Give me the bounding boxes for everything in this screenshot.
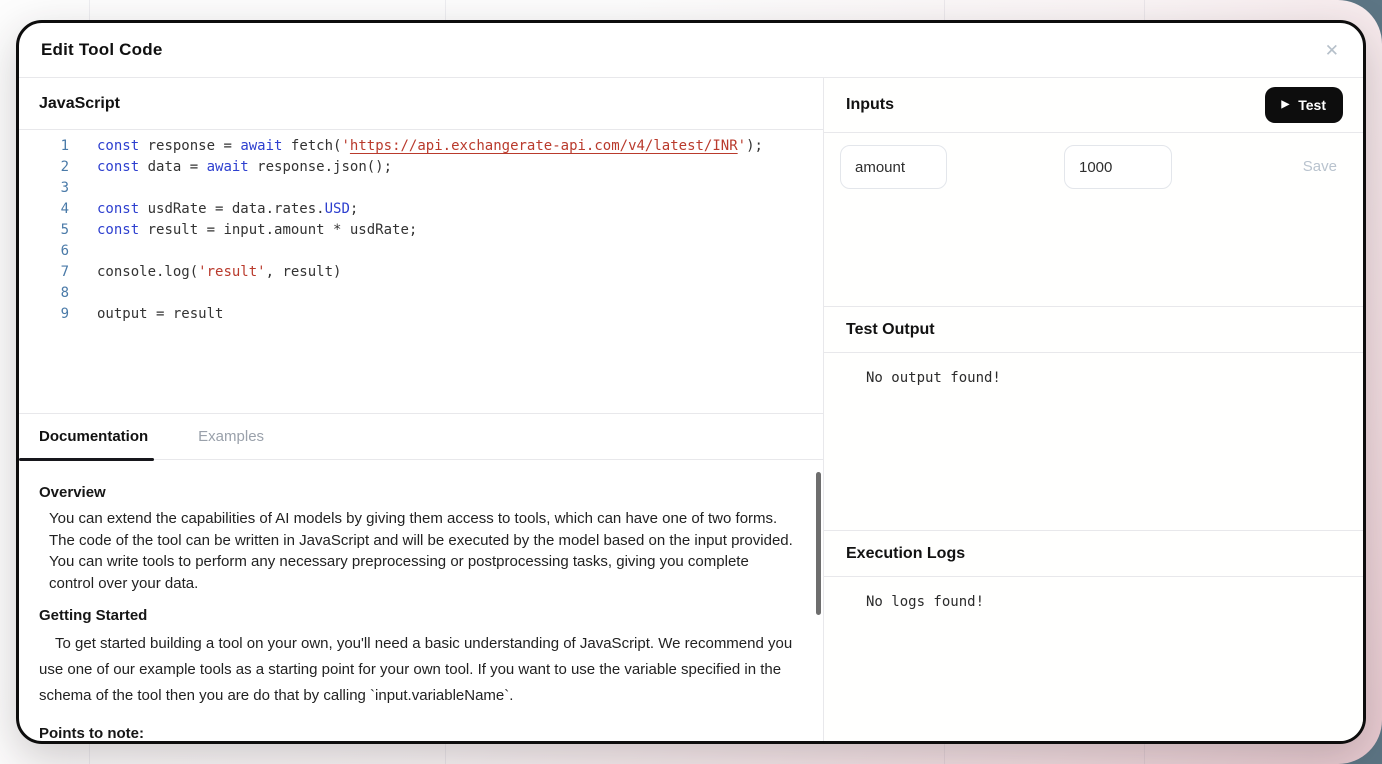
- code-line: [19, 283, 823, 304]
- execution-logs-header: [824, 531, 1363, 577]
- code-text: const usdRate = data.rates.USD;: [97, 201, 359, 217]
- code-text: const result = input.amount * usdRate;: [97, 222, 418, 238]
- language-header: [19, 78, 823, 130]
- edit-tool-code-modal: [16, 20, 1366, 744]
- docs-paragraph-overview: You can extend the capabilities of AI models by giving them access to tools, which can have one of two forms. The code of the tool can be written in JavaScript and will be executed by the model based on the input provided. You can write tools to perform any necessary preprocessing or postprocessing tasks, giving you complete control over your data.: [49, 510, 793, 592]
- docs-heading-overview: Overview: [39, 484, 106, 501]
- line-number: 2: [60, 159, 69, 175]
- docs-scrollbar-thumb[interactable]: [816, 472, 821, 615]
- docs-tabs: [19, 414, 823, 460]
- docs-heading-getting-started: Getting Started: [39, 607, 148, 624]
- modal-header: [19, 23, 1363, 78]
- tab-examples[interactable]: Examples: [198, 428, 265, 445]
- line-number: 8: [60, 285, 69, 301]
- code-line: [19, 178, 823, 199]
- play-icon: ▶: [1281, 99, 1290, 110]
- close-icon[interactable]: ✕: [1324, 40, 1339, 60]
- code-panel: [19, 78, 824, 741]
- execution-logs-area: [824, 577, 1363, 741]
- tab-documentation[interactable]: Documentation: [39, 428, 149, 445]
- line-number: 1: [60, 138, 69, 154]
- inputs-header: [824, 78, 1363, 133]
- test-output-header: [824, 307, 1363, 353]
- input-value-field[interactable]: [1064, 145, 1172, 189]
- line-number: 3: [60, 180, 69, 196]
- test-output-empty-message: No output found!: [866, 370, 1001, 386]
- modal-body: [19, 78, 1363, 741]
- input-name-field[interactable]: [840, 145, 947, 189]
- test-button[interactable]: [1265, 87, 1343, 123]
- docs-paragraph-getting-started: To get started building a tool on your own, you'll need a basic understanding of JavaScript. We recommend you use one of our example tools as a starting point for your own tool. If you want to use the variable specified in the schema of the tool then you are do that by calling `input.variableName`.: [39, 635, 793, 704]
- code-line: [19, 241, 823, 262]
- test-output-area: [824, 353, 1363, 531]
- code-text: const data = await response.json();: [97, 159, 393, 175]
- code-text: console.log('result', result): [97, 264, 342, 280]
- code-line: [19, 304, 823, 325]
- line-number: 4: [60, 201, 69, 217]
- test-output-title: Test Output: [846, 320, 935, 338]
- code-text: output = result: [97, 306, 224, 322]
- line-number: 7: [60, 264, 69, 280]
- language-label: JavaScript: [39, 94, 120, 112]
- line-number: 6: [60, 243, 69, 259]
- line-number: 9: [60, 306, 69, 322]
- documentation-content: [19, 460, 823, 741]
- inputs-title: Inputs: [846, 96, 894, 113]
- code-line: [19, 220, 823, 241]
- code-line: [19, 262, 823, 283]
- code-line: [19, 136, 823, 157]
- save-button[interactable]: Save: [1302, 158, 1337, 175]
- execution-logs-title: Execution Logs: [846, 544, 966, 562]
- code-line: [19, 157, 823, 178]
- docs-heading-points-to-note: Points to note:: [39, 725, 144, 741]
- execution-logs-empty-message: No logs found!: [866, 594, 985, 610]
- code-editor[interactable]: [19, 130, 823, 414]
- code-line: [19, 199, 823, 220]
- line-number: 5: [60, 222, 69, 238]
- code-text: const response = await fetch('https://api.exchangerate-api.com/v4/latest/INR');: [97, 138, 763, 154]
- modal-title: Edit Tool Code: [41, 40, 163, 59]
- test-button-label: Test: [1298, 97, 1326, 113]
- inputs-section: [824, 133, 1363, 307]
- test-panel: [824, 78, 1363, 741]
